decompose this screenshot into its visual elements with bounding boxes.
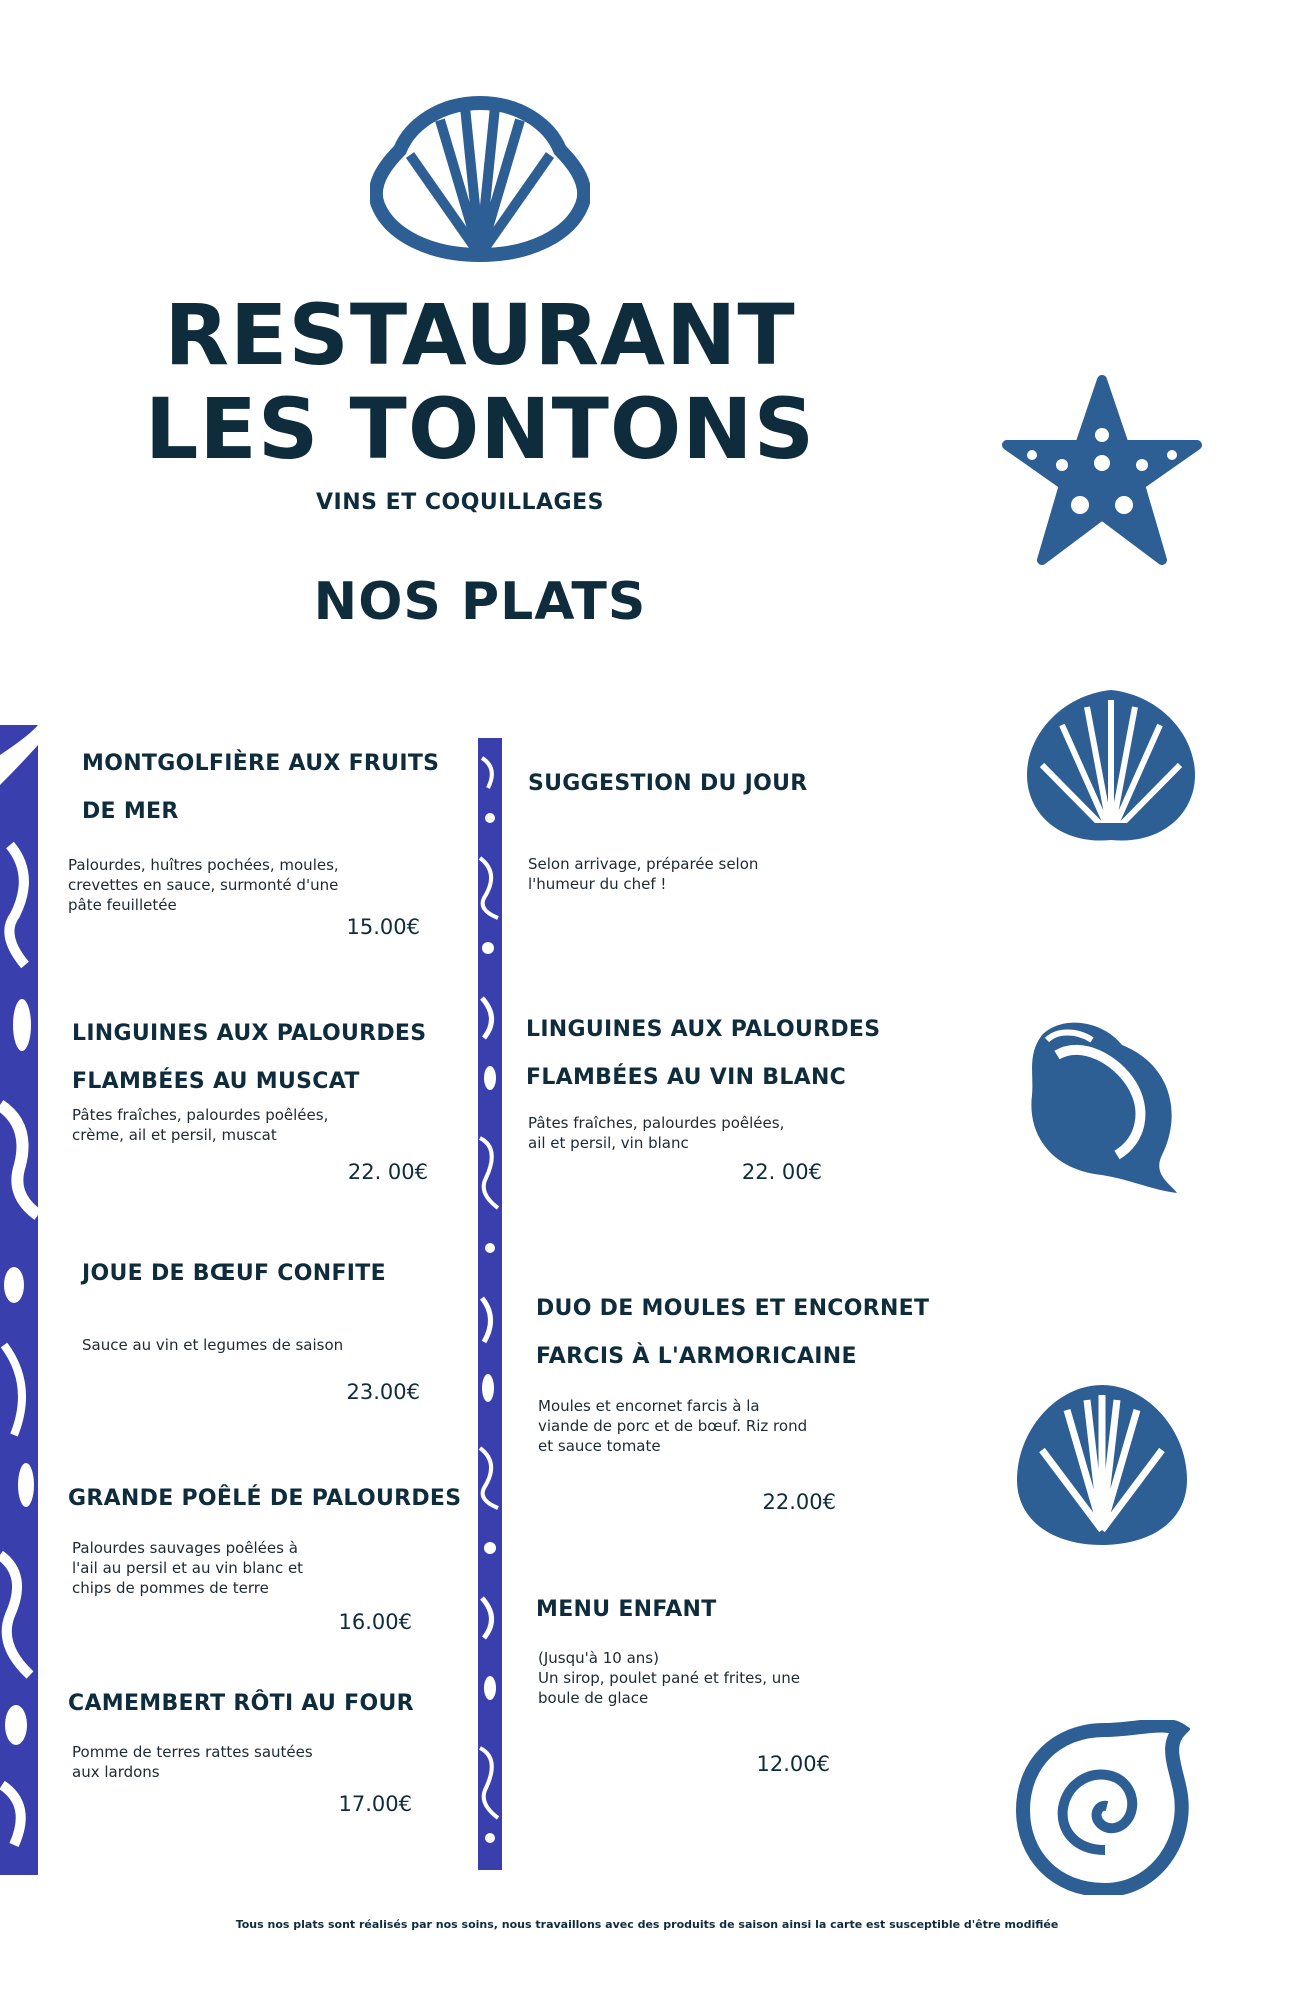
dish-price: 22. 00€: [347, 1160, 428, 1184]
scallop-shell-icon: [370, 95, 590, 265]
dish-name: MENU ENFANT: [536, 1597, 717, 1622]
dish-name: DUO DE MOULES ET ENCORNET: [536, 1296, 930, 1321]
dish-name: FARCIS À L'ARMORICAINE: [536, 1344, 857, 1369]
restaurant-name-line1: RESTAURANT: [164, 286, 796, 384]
dish-description: Moules et encornet farcis à la viande de porc et de bœuf. Riz rond et sauce tomate: [538, 1397, 808, 1455]
dish-price: 16.00€: [338, 1610, 412, 1634]
dish-name: CAMEMBERT RÔTI AU FOUR: [68, 1691, 414, 1716]
scallop-shell-icon: [1012, 1380, 1192, 1550]
dish-name: MONTGOLFIÈRE AUX FRUITS: [82, 751, 440, 776]
dish-price: 12.00€: [756, 1752, 830, 1776]
restaurant-subtitle: VINS ET COQUILLAGES: [316, 490, 604, 515]
dish-description: (Jusqu'à 10 ans) Un sirop, poulet pané et frites, une boule de glace: [538, 1649, 800, 1707]
starfish-icon: [1002, 375, 1202, 570]
dish-name: DE MER: [82, 799, 179, 824]
dish-price: 22.00€: [762, 1490, 836, 1514]
scallop-shell-icon: [1022, 685, 1200, 850]
dish-description: Pomme de terres rattes sautées aux lardons: [72, 1743, 313, 1781]
footer-note: Tous nos plats sont réalisés par nos soins, nous travaillons avec des produits de saison ainsi la carte est susceptible d'être modifiée: [235, 1918, 1059, 1931]
center-decorative-pattern: [478, 738, 502, 1870]
dish-description: Pâtes fraîches, palourdes poêlées, ail et persil, vin blanc: [528, 1114, 785, 1152]
dish-description: Palourdes, huîtres pochées, moules, crevettes en sauce, surmonté d'une pâte feuilletée: [68, 856, 339, 914]
dish-description: Selon arrivage, préparée selon l'humeur du chef !: [528, 855, 759, 893]
dish-description: Sauce au vin et legumes de saison: [82, 1336, 344, 1354]
left-decorative-pattern: [0, 725, 38, 1875]
dish-name: LINGUINES AUX PALOURDES: [72, 1021, 427, 1046]
dish-name: GRANDE POÊLÉ DE PALOURDES: [68, 1486, 462, 1511]
dish-price: 17.00€: [338, 1792, 412, 1816]
dish-name: JOUE DE BŒUF CONFITE: [82, 1261, 386, 1286]
dish-item: [82, 740, 439, 836]
dish-item: [526, 1006, 880, 1102]
restaurant-name-line2: LES TONTONS: [144, 380, 816, 478]
dish-price: 23.00€: [346, 1380, 420, 1404]
section-title: NOS PLATS: [313, 572, 647, 632]
dish-name: FLAMBÉES AU MUSCAT: [72, 1069, 360, 1094]
dish-description: Palourdes sauvages poêlées à l'ail au persil et au vin blanc et chips de pommes de terre: [72, 1539, 304, 1597]
dish-name: LINGUINES AUX PALOURDES: [526, 1017, 881, 1042]
conch-shell-icon: [1022, 1015, 1182, 1195]
dish-price: 22. 00€: [741, 1160, 822, 1184]
dish-price: 15.00€: [346, 915, 420, 939]
dish-name: FLAMBÉES AU VIN BLANC: [526, 1065, 847, 1090]
dish-item: [72, 1010, 426, 1106]
dish-name: SUGGESTION DU JOUR: [528, 771, 808, 796]
dish-description: Pâtes fraîches, palourdes poêlées, crème, ail et persil, muscat: [72, 1106, 329, 1144]
dish-item: [536, 1285, 929, 1381]
nautilus-shell-icon: [1015, 1720, 1190, 1895]
